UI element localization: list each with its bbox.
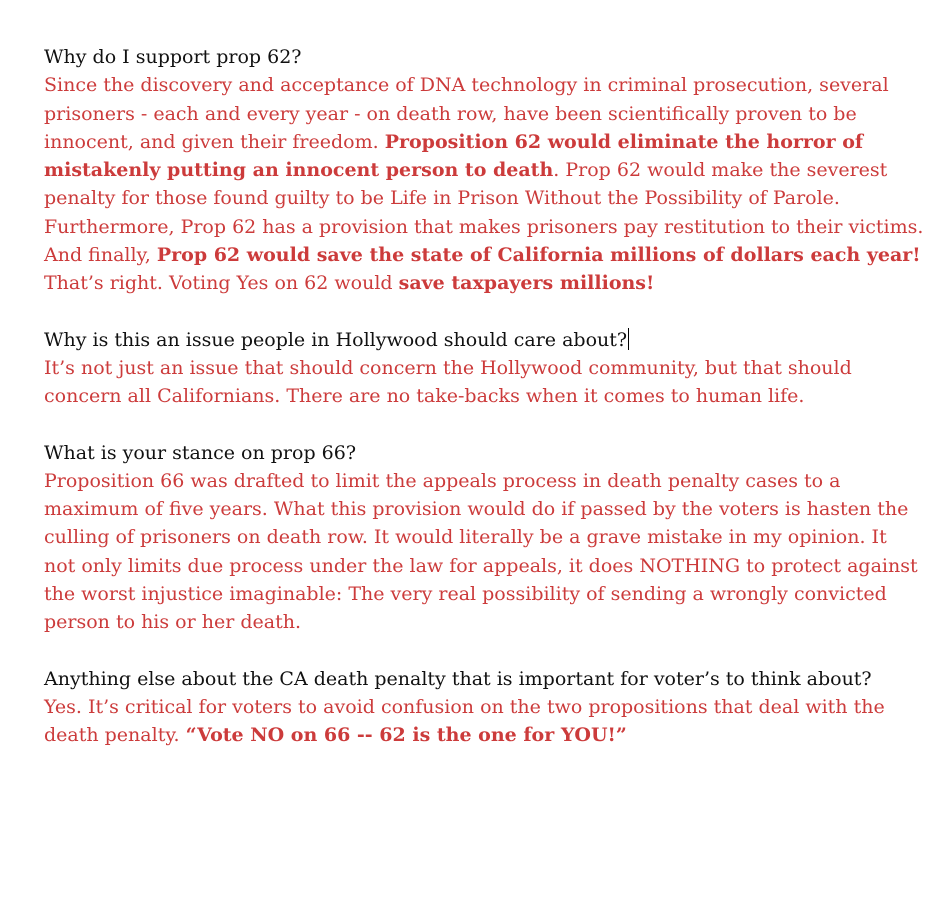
- question-text: Why is this an issue people in Hollywood should care about?: [44, 328, 628, 351]
- answer-prop-66: Proposition 66 was drafted to limit the appeals process in death penalty cases to a maximum of five years. What this provision would do if passed by the voters is hasten the culling of prisoners on death row. It would literally be a grave mistake in my opinion. It not only limits due process under the law for appeals, it does NOTHING to protect against the worst injustice imaginable: The very real possibility of sending a wrongly convicted person to his or her death.: [44, 469, 918, 634]
- answer-hollywood: It’s not just an issue that should concern the Hollywood community, but that should concern all Californians. There are no take-backs when it comes to human life.: [44, 356, 852, 408]
- answer-prop-62-paragraph-2: Furthermore, Prop 62 has a provision that makes prisoners pay restitution to their victims.: [44, 215, 924, 238]
- answer-text: Yes. It’s critical for voters to avoid confusion on the two propositions that deal with the death penalty.: [44, 695, 885, 747]
- paragraph-spacer: [44, 411, 924, 439]
- question-prop-62: Why do I support prop 62?: [44, 46, 302, 68]
- question-anything-else: Anything else about the CA death penalty that is important for voter’s to think about?: [44, 667, 872, 690]
- question-prop-66: What is your stance on prop 66?: [44, 441, 357, 464]
- answer-prop-62-paragraph-3: [44, 241, 924, 298]
- answer-bold-text: save taxpayers millions!: [398, 272, 655, 295]
- answer-text: That’s right. Voting Yes on 62 would: [44, 272, 399, 295]
- answer-bold-text: Proposition 62 would eliminate the horror of mistakenly putting an innocent person to death: [44, 130, 864, 182]
- text-cursor: [628, 328, 629, 350]
- answer-text: Since the discovery and acceptance of DNA technology in criminal prosecution, several prisoners - each and every year - on death row, have been scientifically proven to be innocent, and given their freedom.: [44, 74, 889, 153]
- paragraph-spacer: [44, 637, 924, 665]
- answer-anything-else: [44, 693, 924, 750]
- answer-bold-quote: “Vote NO on 66 -- 62 is the one for YOU!”: [185, 724, 627, 747]
- answer-prop-62-paragraph-1: [44, 71, 924, 212]
- question-hollywood[interactable]: [44, 326, 924, 354]
- paragraph-spacer: [44, 298, 924, 326]
- answer-text: And finally,: [44, 244, 157, 267]
- document-page: [44, 43, 924, 750]
- answer-text: . Prop 62 would make the severest penalty for those found guilty to be Life in Prison Without the Possibility of Parole.: [44, 159, 888, 210]
- answer-bold-text: Prop 62 would save the state of California millions of dollars each year!: [156, 244, 921, 267]
